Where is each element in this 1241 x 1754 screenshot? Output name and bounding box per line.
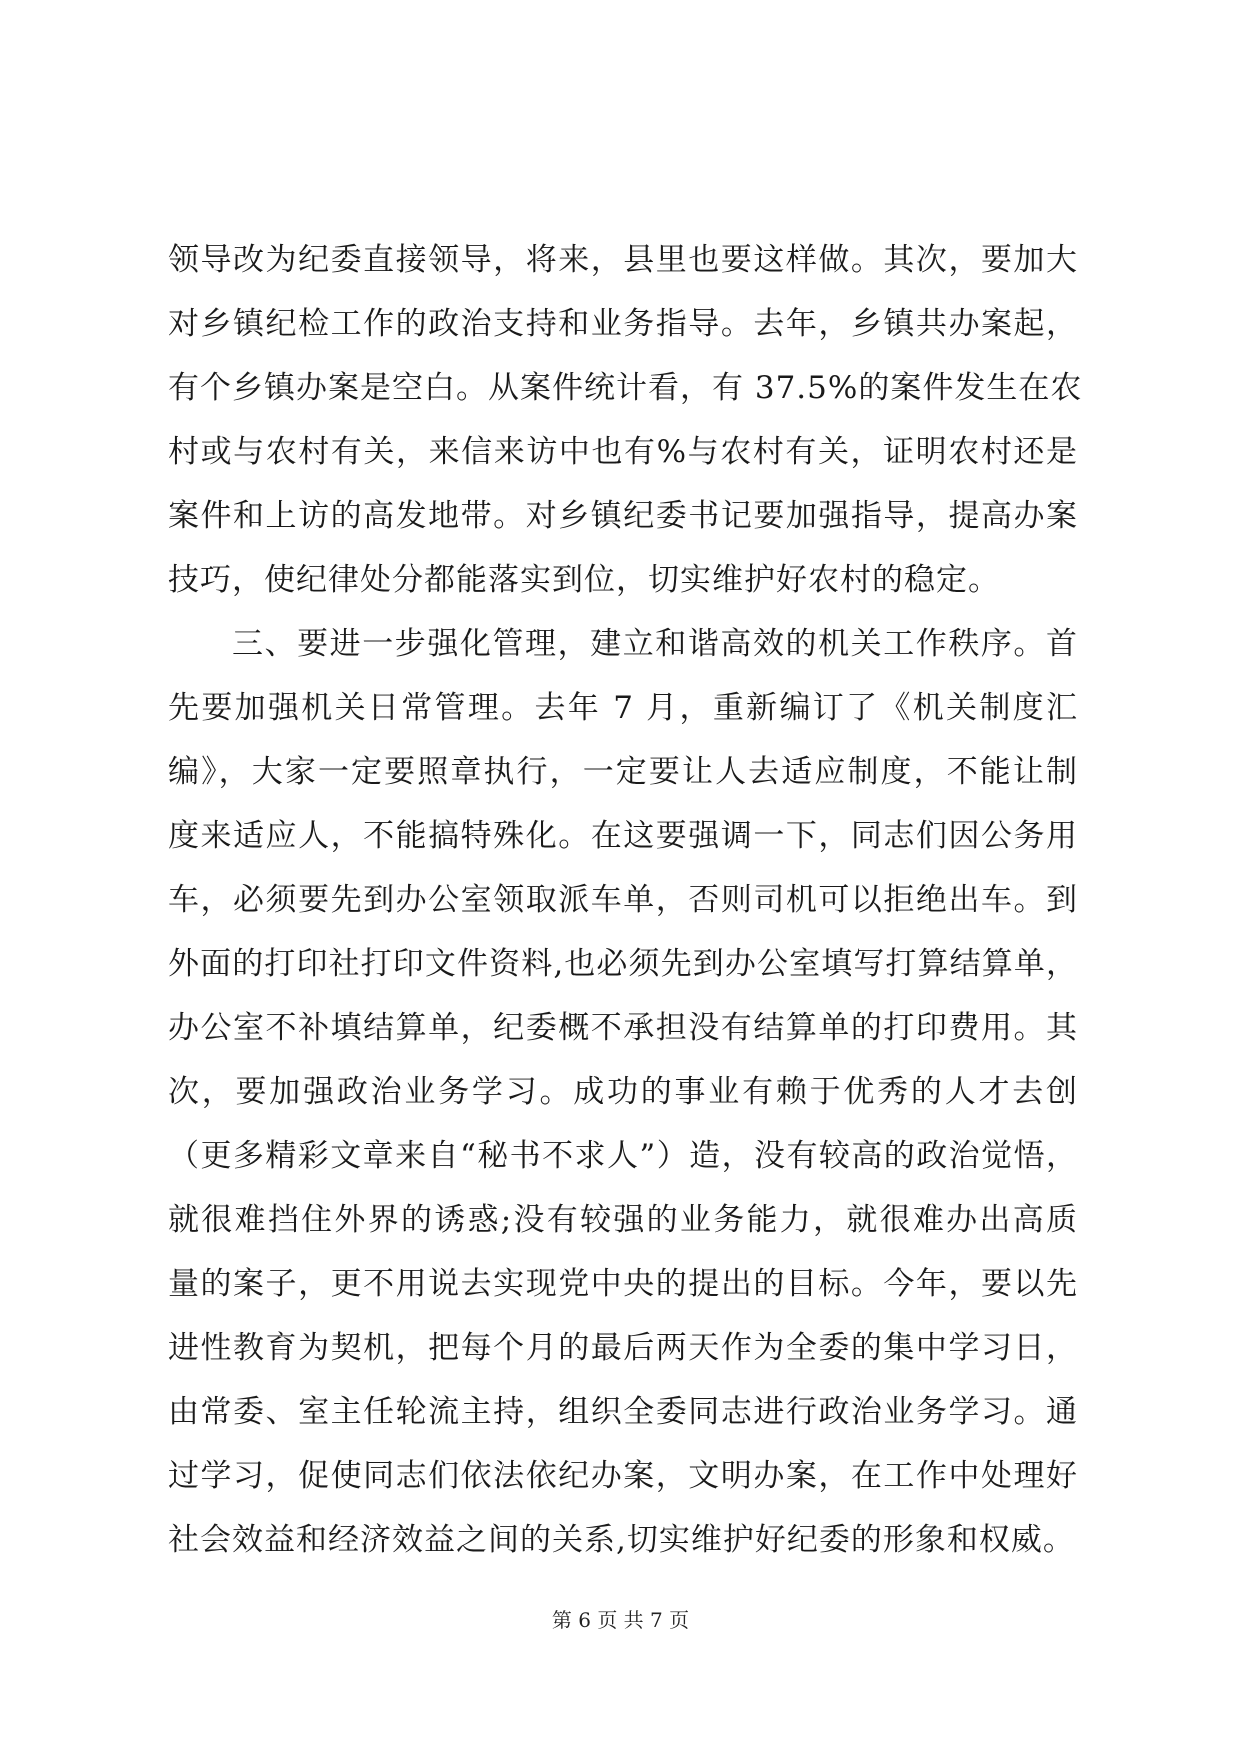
text-line: 外面的打印社打印文件资料,也必须先到办公室填写打算结算单，	[168, 946, 1078, 982]
text-line: 办公室不补填结算单，纪委概不承担没有结算单的打印费用。其	[168, 1010, 1078, 1046]
text-line: 技巧，使纪律处分都能落实到位，切实维护好农村的稳定。	[168, 562, 1000, 598]
text-line: 进性教育为契机，把每个月的最后两天作为全委的集中学习日，	[168, 1330, 1078, 1366]
text-line: 社会效益和经济效益之间的关系,切实维护好纪委的形象和权威。	[168, 1522, 1075, 1558]
text-line: 村或与农村有关，来信来访中也有%与农村有关，证明农村还是	[168, 434, 1078, 470]
text-line: 由常委、室主任轮流主持，组织全委同志进行政治业务学习。通	[168, 1394, 1078, 1430]
text-line: 有个乡镇办案是空白。从案件统计看，有 37.5%的案件发生在农	[168, 370, 1083, 406]
text-line: 过学习，促使同志们依法依纪办案，文明办案，在工作中处理好	[168, 1458, 1078, 1494]
text-line: 三、要进一步强化管理，建立和谐高效的机关工作秩序。首	[232, 626, 1078, 662]
text-line: 量的案子，更不用说去实现党中央的提出的目标。今年，要以先	[168, 1266, 1078, 1302]
text-line: 度来适应人，不能搞特殊化。在这要强调一下，同志们因公务用	[168, 818, 1078, 854]
text-line: 对乡镇纪检工作的政治支持和业务指导。去年，乡镇共办案起，	[168, 306, 1078, 342]
text-line: （更多精彩文章来自“秘书不求人”）造，没有较高的政治觉悟，	[168, 1138, 1078, 1174]
text-line: 先要加强机关日常管理。去年 7 月，重新编订了《机关制度汇	[168, 690, 1078, 726]
text-line: 次，要加强政治业务学习。成功的事业有赖于优秀的人才去创	[168, 1074, 1078, 1110]
page-number-footer: 第 6 页 共 7 页	[551, 1608, 690, 1632]
text-line: 案件和上访的高发地带。对乡镇纪委书记要加强指导，提高办案	[168, 498, 1078, 534]
text-line: 车，必须要先到办公室领取派车单，否则司机可以拒绝出车。到	[168, 882, 1078, 918]
body-text	[168, 228, 1083, 1572]
text-line: 就很难挡住外界的诱惑;没有较强的业务能力，就很难办出高质	[168, 1202, 1078, 1238]
text-line: 编》，大家一定要照章执行，一定要让人去适应制度，不能让制	[168, 754, 1078, 790]
text-line: 领导改为纪委直接领导，将来，县里也要这样做。其次，要加大	[168, 242, 1078, 278]
